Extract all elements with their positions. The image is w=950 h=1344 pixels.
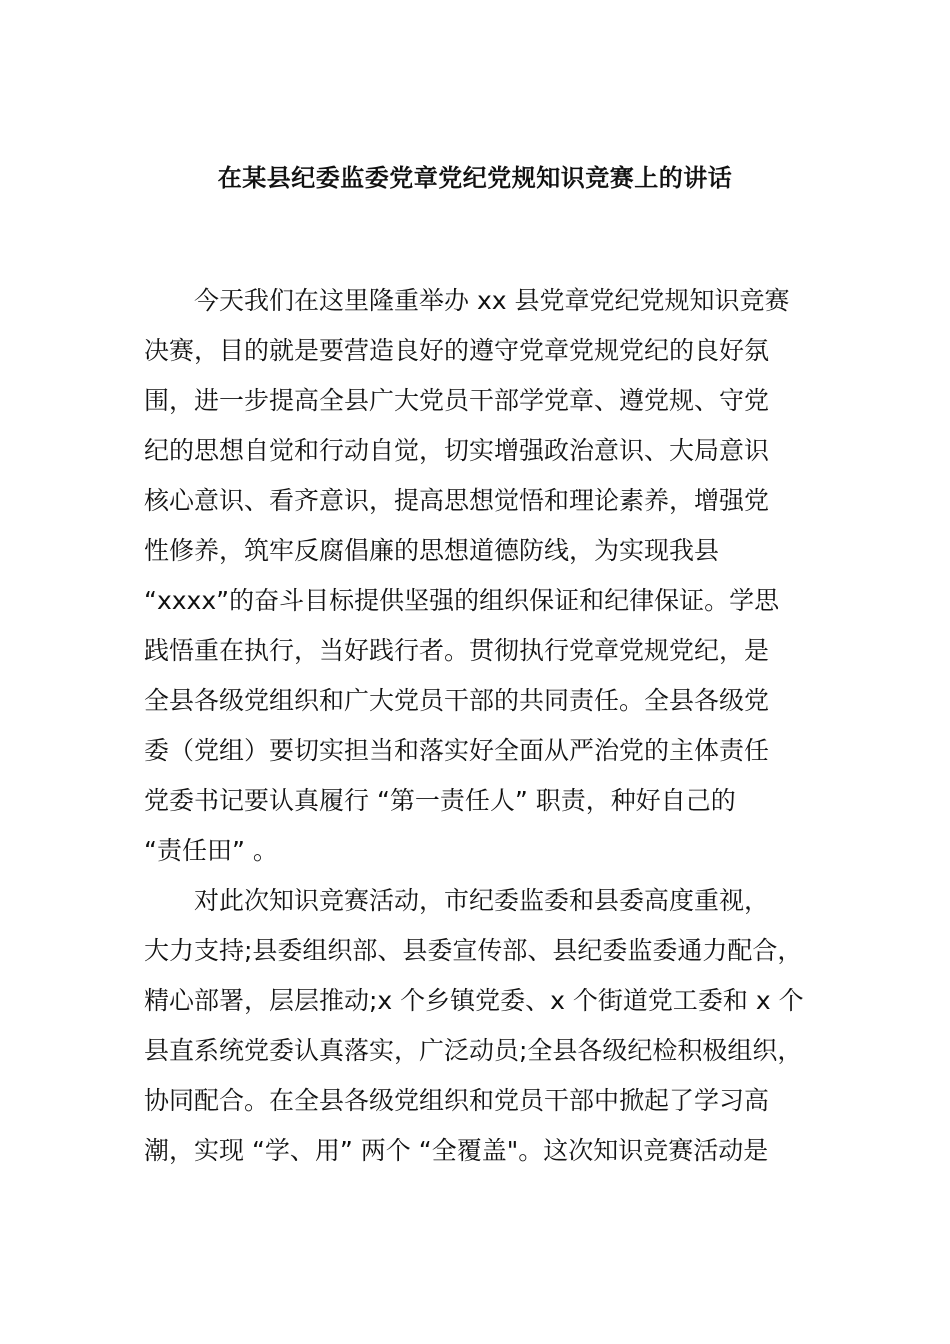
text-line: “xxxx”的奋斗目标提供坚强的组织保证和纪律保证。学思	[144, 586, 780, 615]
text-line: 决赛，目的就是要营造良好的遵守党章党规党纪的良好氛	[144, 336, 770, 365]
paragraph-2	[144, 876, 844, 1176]
document-body	[144, 276, 844, 1176]
text-line: 核心意识、看齐意识，提高思想觉悟和理论素养，增强党	[144, 486, 770, 515]
text-line: 纪的思想自觉和行动自觉，切实增强政治意识、大局意识	[144, 436, 770, 465]
text-line: 党委书记要认真履行 “第一责任人” 职责，种好自己的	[144, 786, 736, 815]
text-line: 协同配合。在全县各级党组织和党员干部中掀起了学习高	[144, 1086, 770, 1115]
text-line: 全县各级党组织和广大党员干部的共同责任。全县各级党	[144, 686, 770, 715]
text-line: 大力支持;县委组织部、县委宣传部、县纪委监委通力配合，	[144, 936, 803, 965]
text-line: “责任田” 。	[144, 836, 278, 865]
text-line: 对此次知识竞赛活动，市纪委监委和县委高度重视，	[194, 886, 770, 915]
text-line: 潮，实现 “学、用” 两个 “全覆盖"。这次知识竞赛活动是	[144, 1136, 769, 1165]
text-line: 委（党组）要切实担当和落实好全面从严治党的主体责任	[144, 736, 770, 765]
paragraph-1	[144, 276, 844, 876]
text-line: 精心部署，层层推动;x 个乡镇党委、x 个街道党工委和 x 个	[144, 986, 804, 1015]
text-line: 县直系统党委认真落实，广泛动员;全县各级纪检积极组织，	[144, 1036, 803, 1065]
text-line: 性修养，筑牢反腐倡廉的思想道德防线，为实现我县	[144, 536, 720, 565]
document-title: 在某县纪委监委党章党纪党规知识竞赛上的讲话	[217, 164, 733, 192]
text-line: 践悟重在执行，当好践行者。贯彻执行党章党规党纪，是	[144, 636, 770, 665]
text-line: 围，进一步提高全县广大党员干部学党章、遵党规、守党	[144, 386, 770, 415]
text-line: 今天我们在这里隆重举办 xx 县党章党纪党规知识竞赛	[194, 286, 790, 315]
